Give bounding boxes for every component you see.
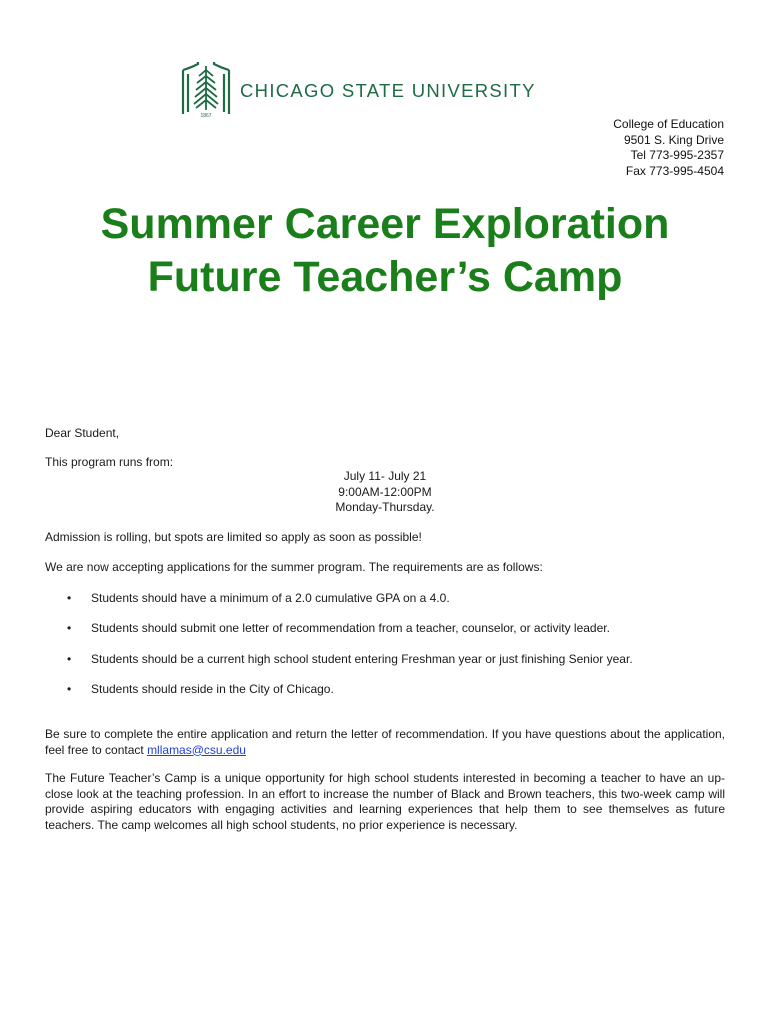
greeting: Dear Student, xyxy=(45,426,120,440)
bullet-icon: • xyxy=(67,652,72,666)
logo-year: 1867 xyxy=(200,113,212,118)
schedule-dates: July 11- July 21 xyxy=(343,469,427,483)
address-street: 9501 S. King Drive xyxy=(623,132,724,147)
about-paragraph: The Future Teacher’s Camp is a unique opportunity for high school students interested in becoming a teacher to have an up-close look at the teaching profession. In an effort to increase the number of Black and Brown teachers, this two-week camp will provide aspiring educators with engaging activities and learning experiences that help them to see themselves as future teachers. The camp welcomes all high school students, no prior experience is necessary. xyxy=(45,771,725,832)
university-logo xyxy=(180,60,536,120)
contact-paragraph xyxy=(45,727,725,758)
schedule-days: Monday-Thursday. xyxy=(335,500,435,514)
address-department: College of Education xyxy=(613,117,724,131)
title-line-1: Summer Career Exploration xyxy=(100,200,670,248)
university-name: CHICAGO STATE UNIVERSITY xyxy=(240,80,536,101)
bullet-icon: • xyxy=(67,591,72,605)
bullet-icon: • xyxy=(67,682,72,696)
requirements-intro: We are now accepting applications for the summer program. The requirements are as follows: xyxy=(45,560,543,574)
title-line-2: Future Teacher’s Camp xyxy=(147,253,623,301)
requirement-text: Students should submit one letter of recommendation from a teacher, counselor, or activity leader. xyxy=(91,621,610,635)
contact-email-link[interactable]: mllamas@csu.edu xyxy=(147,742,246,757)
contact-text: Be sure to complete the entire application and return the letter of recommendation. If you have questions about the application, feel free to contact xyxy=(45,727,725,757)
program-runs-intro: This program runs from: xyxy=(45,455,174,469)
admission-note: Admission is rolling, but spots are limited so apply as soon as possible! xyxy=(45,530,422,544)
address-fax: Fax 773-995-4504 xyxy=(625,163,724,178)
requirement-text: Students should be a current high school student entering Freshman year or just finishing Senior year. xyxy=(91,652,633,666)
requirement-text: Students should reside in the City of Chicago. xyxy=(91,682,334,696)
address-block xyxy=(613,117,724,179)
program-schedule xyxy=(0,469,770,516)
bullet-icon: • xyxy=(67,621,72,635)
document-title xyxy=(0,198,770,304)
address-phone: Tel 773-995-2357 xyxy=(630,148,724,162)
tree-seal-icon xyxy=(180,60,232,118)
requirement-text: Students should have a minimum of a 2.0 cumulative GPA on a 4.0. xyxy=(91,591,450,605)
schedule-time: 9:00AM-12:00PM xyxy=(338,484,432,499)
